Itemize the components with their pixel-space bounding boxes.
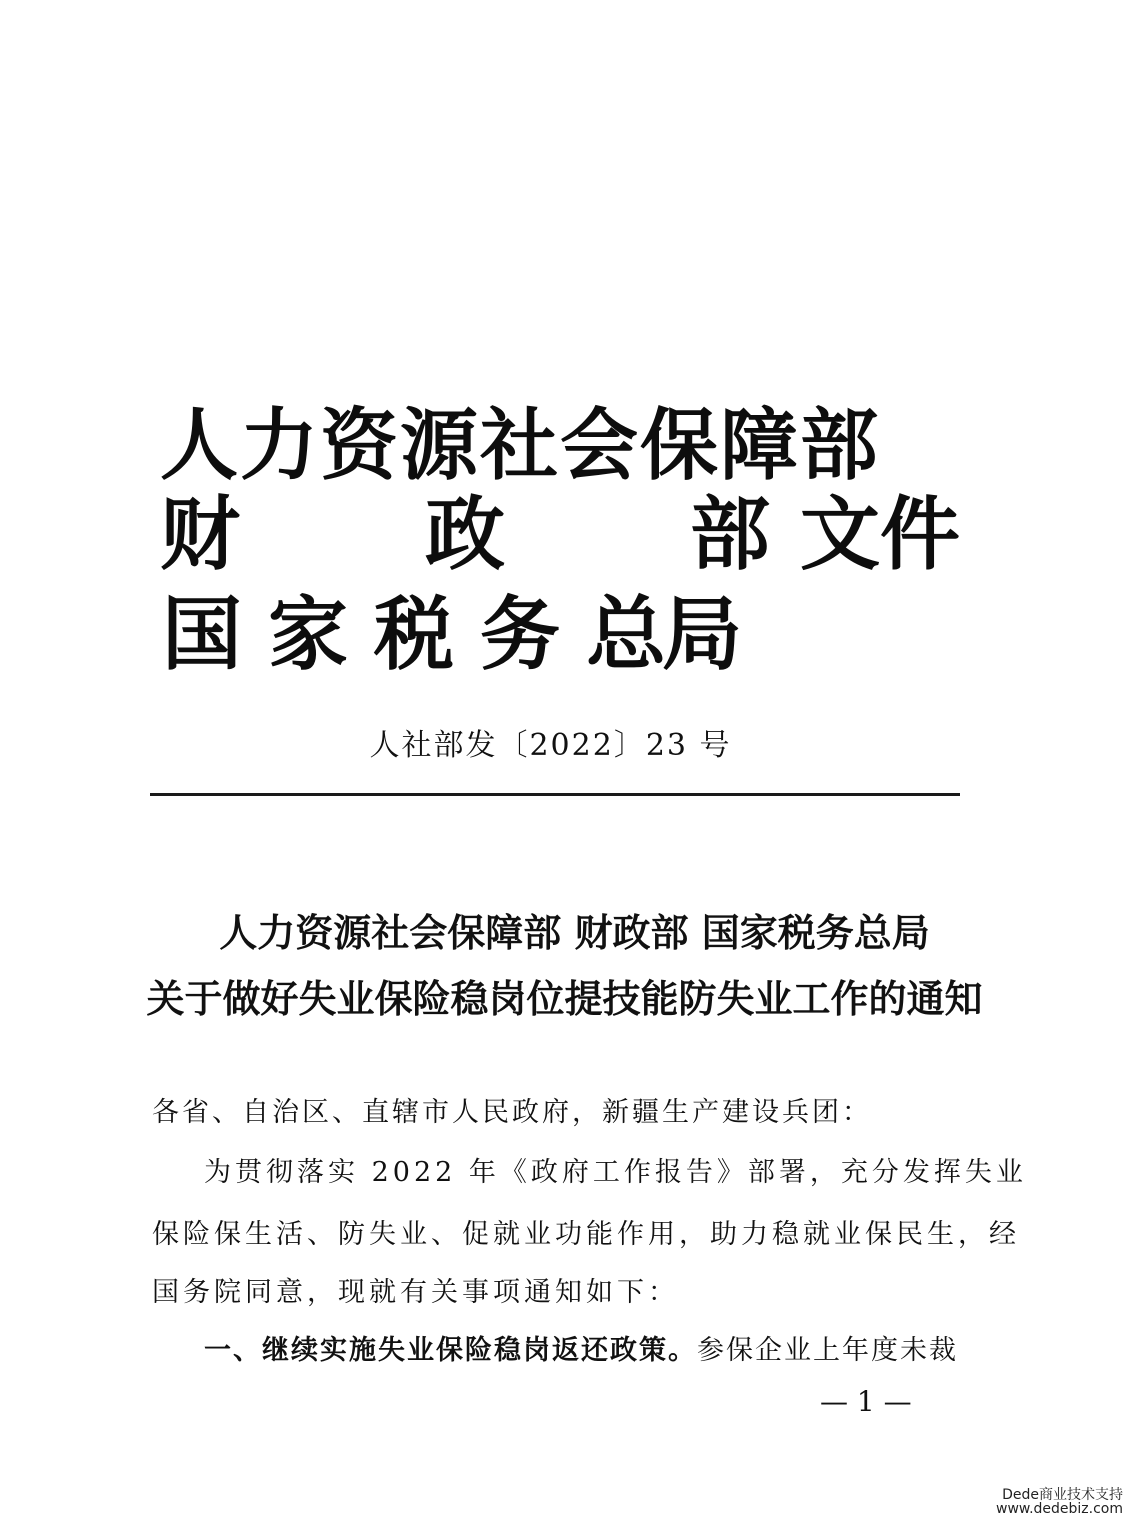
- section-heading-1: 一、继续实施失业保险稳岗返还政策。: [204, 1335, 697, 1366]
- agency-line-3: [162, 570, 762, 681]
- document-number-text: 人社部发〔2022〕23 号: [369, 728, 732, 763]
- page-number: — 1 —: [820, 1385, 912, 1418]
- agency-line-2-char-2: 政: [425, 488, 505, 581]
- agency-line-2-char-3: 部: [690, 488, 770, 581]
- body-paragraph-line-2: 保险保生活、防失业、促就业功能作用，助力稳就业保民生，经: [152, 1219, 1020, 1250]
- agency-line-3-char-4: 务: [480, 588, 560, 681]
- addressee: 各省、自治区、直辖市人民政府，新疆生产建设兵团：: [152, 1097, 872, 1128]
- agency-line-3-char-2: 家: [268, 588, 348, 681]
- body-paragraph-line-1: 为贯彻落实 2022 年《政府工作报告》部署，充分发挥失业: [204, 1157, 1027, 1188]
- agency-line-1: 人力资源社会保障部: [160, 401, 881, 491]
- document-number: [0, 720, 1129, 764]
- section-text-1: 参保企业上年度未裁: [697, 1335, 958, 1366]
- body-paragraph-line-3: 国务院同意，现就有关事项通知如下：: [152, 1277, 679, 1308]
- agency-line-2: [160, 470, 960, 581]
- agency-line-3-char-1: 国: [162, 588, 242, 681]
- agency-line-3-char-3: 税: [374, 588, 454, 681]
- agency-line-2-wenjian: 文件: [800, 488, 960, 581]
- watermark-line-1: Dede商业技术支持: [1002, 1487, 1123, 1503]
- body-paragraph-line-4: [204, 1328, 958, 1367]
- notice-title-line-2: 关于做好失业保险稳岗位提技能防失业工作的通知: [146, 977, 983, 1021]
- agency-line-3-char-5: 总: [586, 588, 666, 681]
- agency-line-3-char-6: 局: [662, 588, 742, 681]
- agency-line-2-char-1: 财: [160, 488, 240, 581]
- watermark-line-2: www.dedebiz.com: [996, 1501, 1123, 1517]
- header-divider: [150, 793, 960, 796]
- notice-title-line-1: 人力资源社会保障部 财政部 国家税务总局: [219, 911, 930, 955]
